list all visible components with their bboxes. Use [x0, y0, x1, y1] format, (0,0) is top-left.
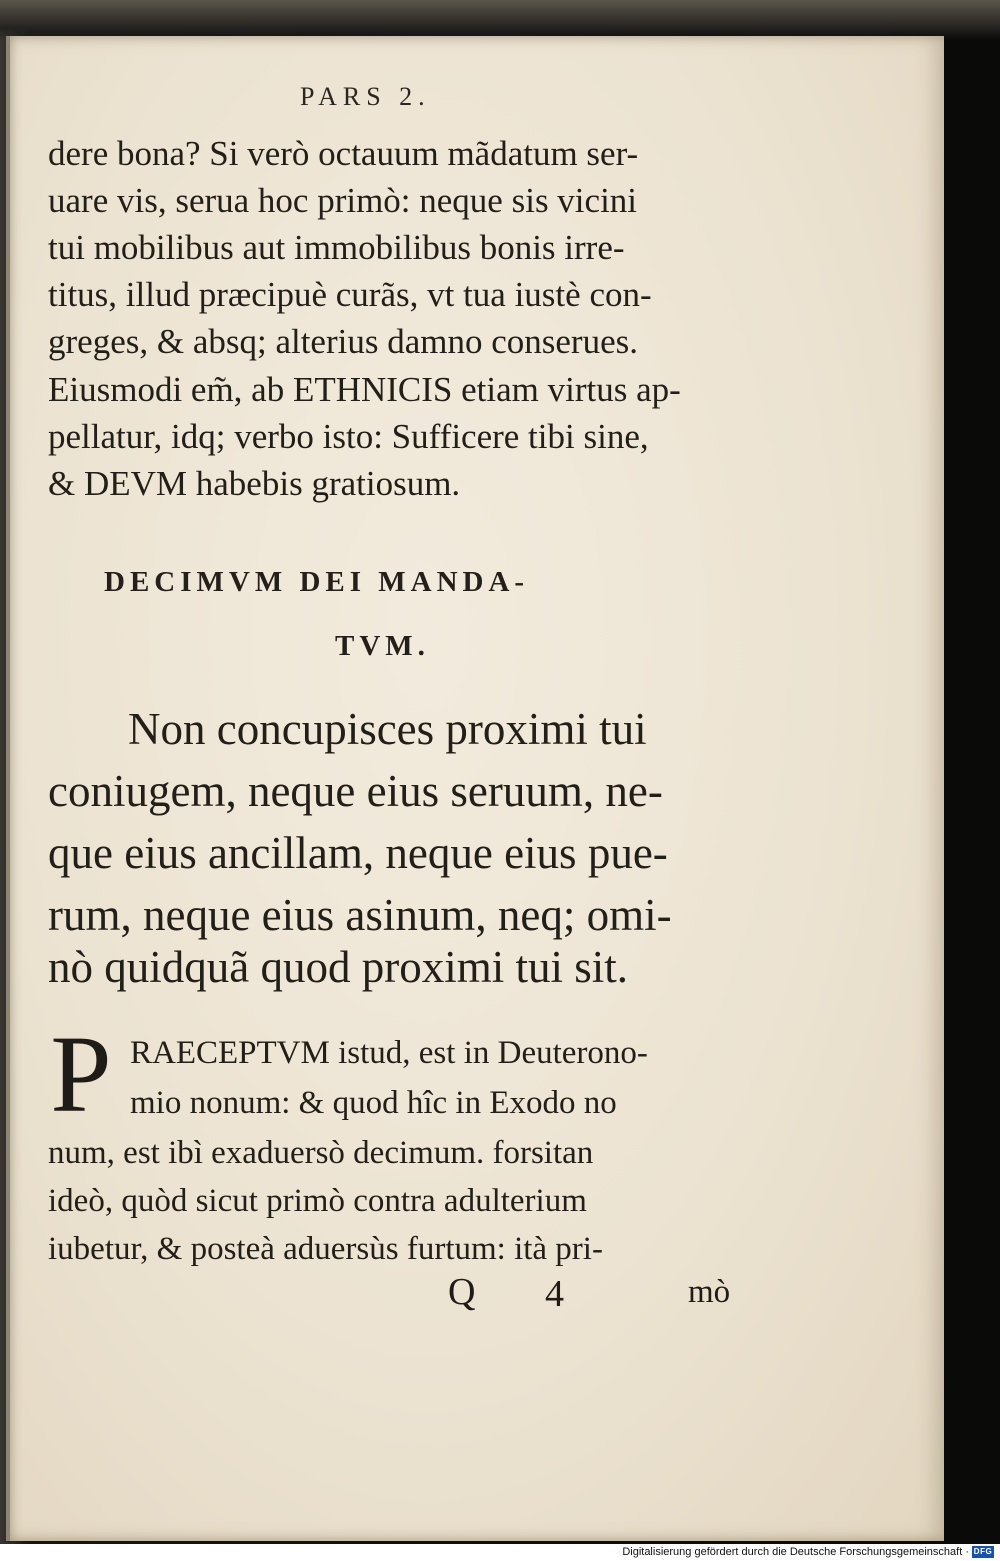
top-passage-line: pellatur, idq; verbo isto: Sufficere tibi sine,: [48, 417, 649, 456]
page-edge: [6, 36, 10, 1541]
commandment-line: rum, neque eius asinum, neq; omi-: [48, 890, 672, 940]
drop-cap-initial: P: [50, 1013, 112, 1135]
signature-mark: Q: [448, 1271, 476, 1313]
commentary-line: mio nonum: & quod hîc in Exodo no: [130, 1085, 617, 1121]
commentary-line: iubetur, & posteà aduersùs furtum: ità pri-: [48, 1231, 603, 1267]
section-heading-line-2: TVM.: [335, 630, 430, 662]
commentary-line: RAECEPTVM istud, est in Deuterono-: [130, 1035, 648, 1071]
top-passage-line: dere bona? Si verò octauum mãdatum ser-: [48, 134, 639, 173]
commandment-line: Non concupisces proximi tui: [128, 704, 647, 754]
top-passage-line: titus, illud præcipuè curãs, vt tua iustè con-: [48, 275, 652, 314]
top-passage-line: Eiusmodi em̃, ab ETHNICIS etiam virtus ap-: [48, 370, 681, 409]
commandment-line: que eius ancillam, neque eius pue-: [48, 828, 668, 878]
signature-number: 4: [545, 1273, 564, 1315]
commentary-line: num, est ibì exaduersò decimum. forsitan: [48, 1135, 594, 1171]
catchword: mò: [688, 1274, 731, 1310]
commentary-line: ideò, quòd sicut primò contra adulterium: [48, 1183, 587, 1219]
top-passage-line: tui mobilibus aut immobilibus bonis irre-: [48, 228, 625, 267]
running-head: PARS 2.: [300, 82, 431, 111]
top-passage-line: & DEVM habebis gratiosum.: [48, 464, 461, 503]
scan-top-shadow: [0, 0, 1000, 40]
section-heading-line-1: DECIMVM DEI MANDA-: [104, 566, 530, 598]
commandment-line: coniugem, neque eius seruum, ne-: [48, 766, 663, 816]
top-passage-line: greges, & absq; alterius damno conserues.: [48, 322, 638, 361]
dfg-logo: DFG: [973, 1547, 993, 1556]
top-passage-line: uare vis, serua hoc primò: neque sis vicini: [48, 181, 638, 220]
footer-credit: Digitalisierung gefördert durch die Deutsche Forschungsgemeinschaft ·: [622, 1546, 969, 1558]
commandment-line: nò quidquã quod proximi tui sit.: [48, 942, 628, 992]
